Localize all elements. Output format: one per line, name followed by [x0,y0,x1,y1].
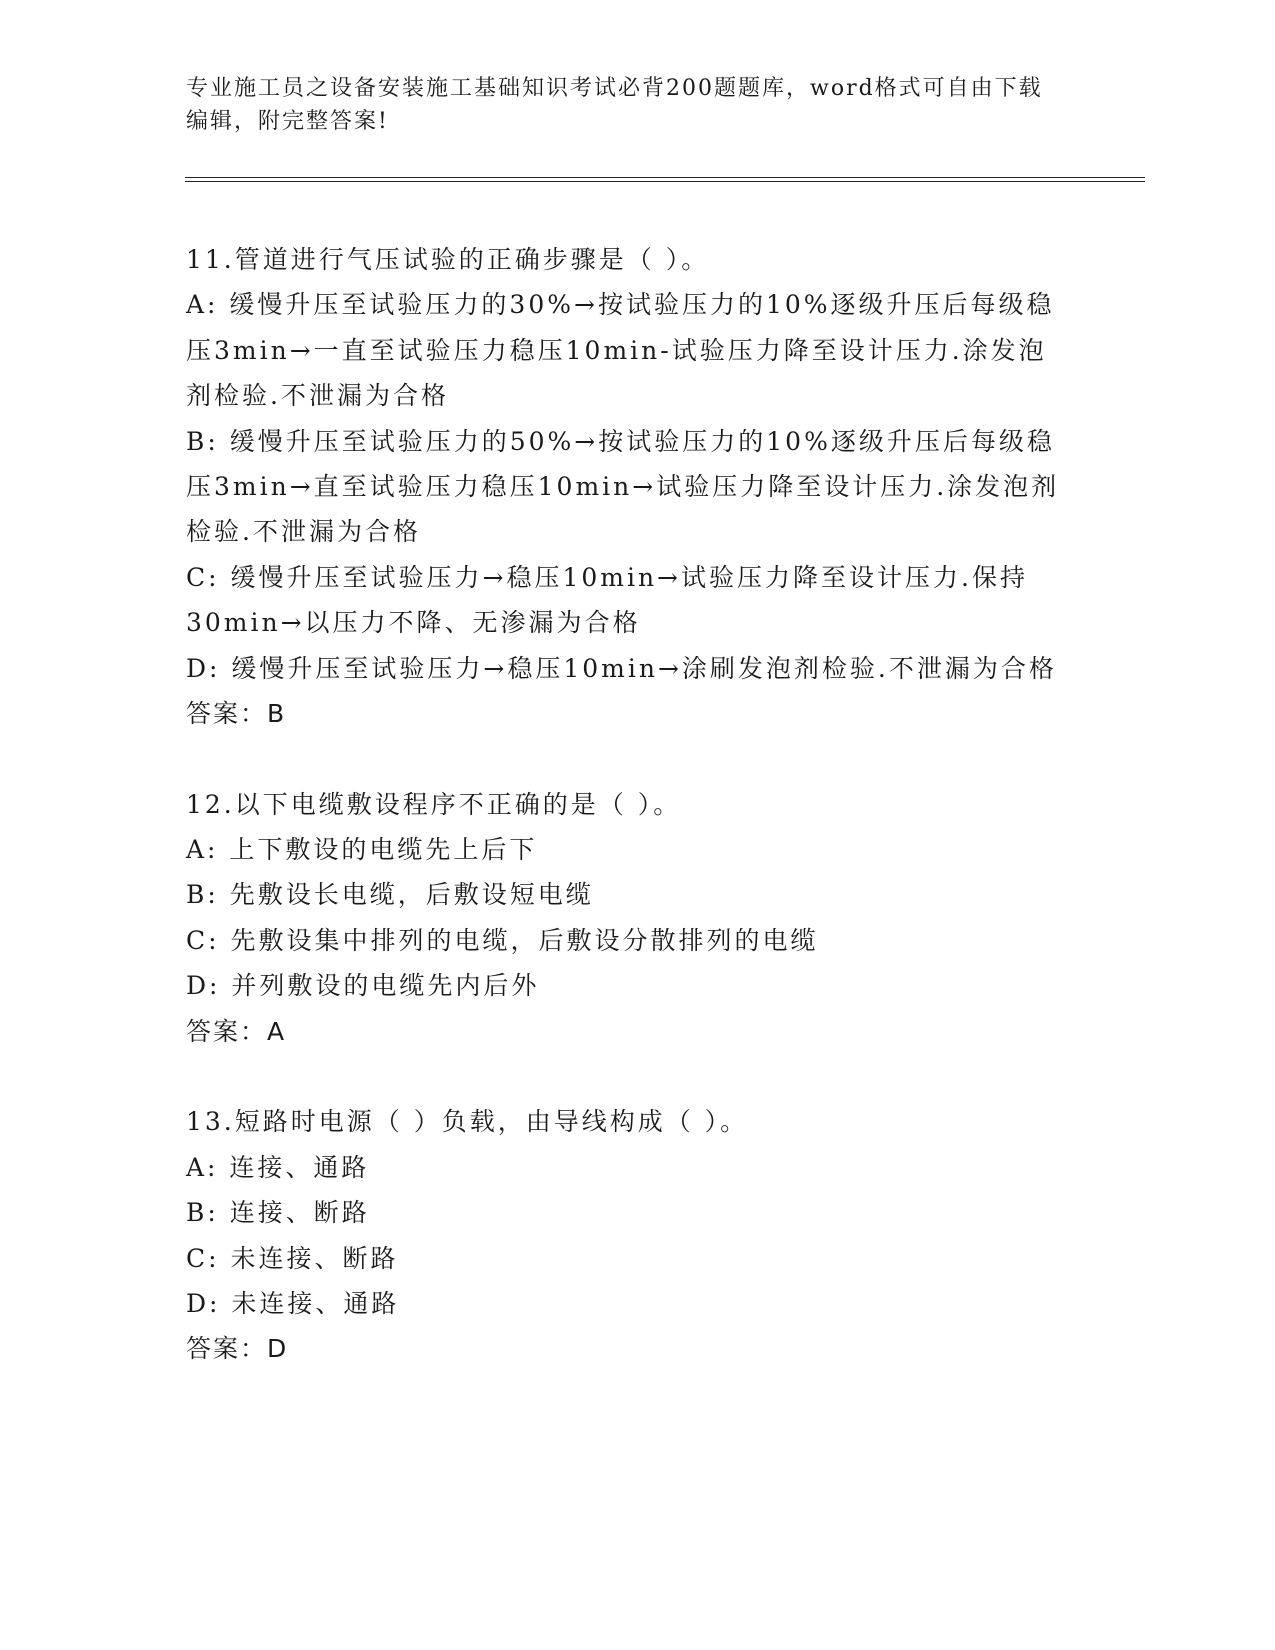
option-line: D: 缓慢升压至试验压力→稳压10min→涂刷发泡剂检验.不泄漏为合格 [186,653,1057,683]
question-spacer [186,1054,1086,1099]
option-line: 剂检验.不泄漏为合格 [186,381,449,411]
question-stem: 13.短路时电源（ ）负载，由导线构成（ ）。 [186,1107,749,1137]
question-block [186,782,1086,1054]
option-line: B: 连接、断路 [186,1198,370,1228]
header-divider-top [185,177,1145,178]
option-line: B: 缓慢升压至试验压力的50%→按试验压力的10%逐级升压后每级稳 [186,426,1055,456]
answer-line: 答案：D [186,1334,289,1364]
question-stem: 12.以下电缆敷设程序不正确的是（ ）。 [186,789,682,819]
question-block [186,1099,1086,1371]
option-line: B: 先敷设长电缆，后敷设短电缆 [186,880,594,910]
option-line: A: 上下敷设的电缆先上后下 [186,835,538,865]
option-line: A: 缓慢升压至试验压力的30%→按试验压力的10%逐级升压后每级稳 [186,290,1055,320]
option-line: 压3min→一直至试验压力稳压10min-试验压力降至设计压力.涂发泡 [186,335,1047,365]
header-title-line-2: 编辑，附完整答案! [186,109,389,134]
document-header [186,72,1066,138]
question-stem: 11.管道进行气压试验的正确步骤是（ ）。 [186,245,710,274]
option-line: 检验.不泄漏为合格 [186,517,421,547]
option-line: A: 连接、通路 [186,1152,370,1182]
question-list [186,237,1086,1372]
answer-line: 答案：A [186,1016,287,1046]
header-title-line-1: 专业施工员之设备安装施工基础知识考试必背200题题库，word格式可自由下载 [186,76,1043,101]
option-line: C: 未连接、断路 [186,1243,399,1273]
option-line: 30min→以压力不降、无渗漏为合格 [186,608,641,638]
option-line: D: 未连接、通路 [186,1288,400,1318]
option-line: 压3min→直至试验压力稳压10min→试验压力降至设计压力.涂发泡剂 [186,471,1060,501]
question-spacer [186,736,1086,781]
answer-line: 答案：B [186,698,287,728]
question-block [186,237,1086,736]
header-divider-bottom [185,181,1145,182]
option-line: C: 先敷设集中排列的电缆，后敷设分散排列的电缆 [186,925,819,955]
option-line: C: 缓慢升压至试验压力→稳压10min→试验压力降至设计压力.保持 [186,562,1028,592]
option-line: D: 并列敷设的电缆先内后外 [186,971,540,1001]
